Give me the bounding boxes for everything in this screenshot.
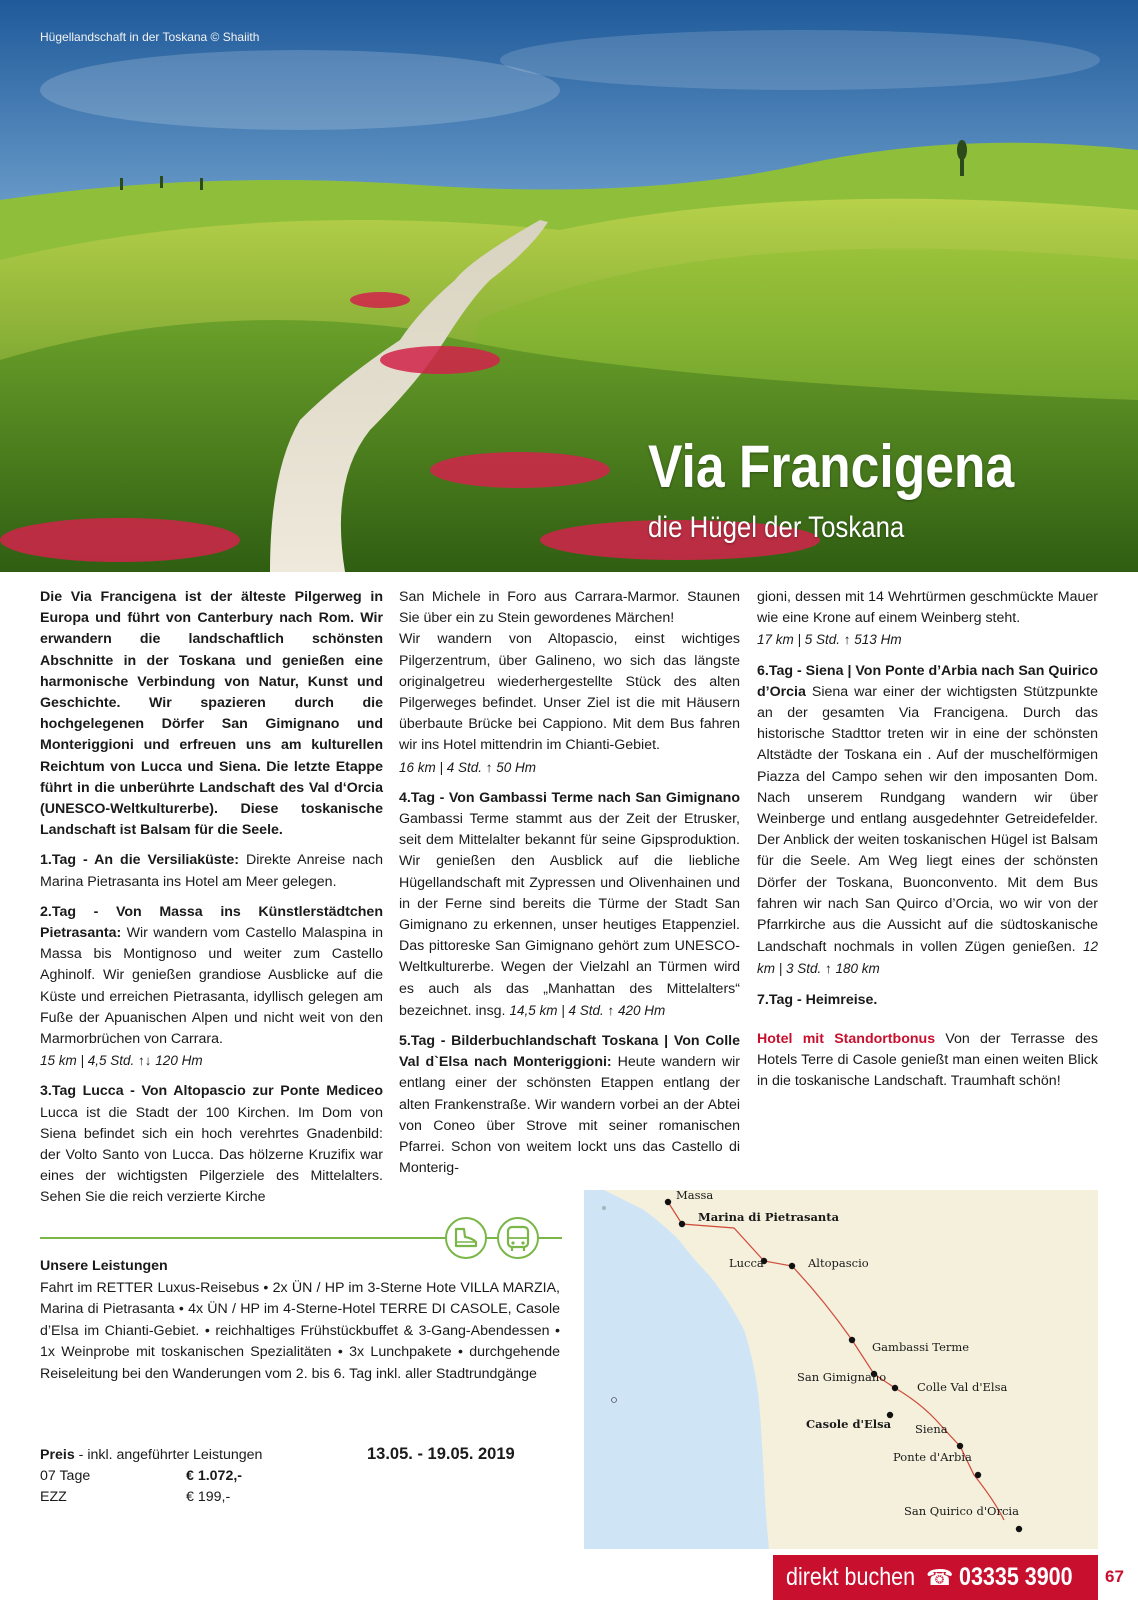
hotel-paragraph xyxy=(757,1029,1098,1093)
day5-continued xyxy=(757,587,1098,652)
map-label: San Gimignano xyxy=(797,1370,887,1384)
day4-text: Gambassi Terme stammt aus der Zeit der Etrusker, seit dem Mittelalter bekannt für seine Gipsproduktion. Wir genießen den Ausblick auf die liebliche Hügellandschaft mit Zypressen und Olivenhainen und in der Ferne sind bereits die Türme der Stadt San Gimignano zu erkennen, unser heutiges Etappenziel. Das pittoreske San Gimignano gehört zum UNESCO-Weltkulturerbe. Wegen der Vielzahl an Türmen wird es auch als das „Manhattan des Mittelalters“ bezeichnet. xyxy=(399,811,740,1019)
day6-title: 6.Tag - Siena | Von Ponte d’Arbia nach San Quirico d’Orcia xyxy=(757,662,1098,700)
page-number: 67 xyxy=(1105,1567,1124,1586)
travel-dates: 13.05. - 19.05. 2019 xyxy=(367,1445,515,1463)
map-dot-altopascio xyxy=(789,1263,795,1269)
day4-title: 4.Tag - Von Gambassi Terme nach San Gimignano xyxy=(399,789,740,806)
map-label: Altopascio xyxy=(808,1256,869,1270)
day7-title: 7.Tag - Heimreise. xyxy=(757,991,878,1008)
map-label: Massa xyxy=(676,1188,714,1202)
day4-paragraph xyxy=(399,788,740,1022)
day3-continued-text: Wir wandern von Altopascio, einst wichtiges Pilgerzentrum, über Galineno, wo sich das längste originalgetreu wiederhergestellte Stück des alten Pilgerweges befindet. Unser Ziel ist die mit Häusern überbaute Brücke bei Cappiono. Mit dem Bus fahren wir ins Hotel mittendrin im Chianti-Gebiet. xyxy=(399,631,740,754)
day5-title: 5.Tag - Bilderbuchlandschaft Toskana | Von Colle Val d`Elsa nach Monteriggioni: xyxy=(399,1033,740,1071)
day1-paragraph xyxy=(40,850,383,892)
route-map xyxy=(584,1190,1098,1549)
day3-text: Lucca ist die Stadt der 100 Kirchen. Im Dom von Siena befindet sich ein hoch verehrtes Gnadenbild: der Volto Santo von Lucca. Das hölzerne Kruzifix war eines der wichtigsten Pilgerziele des Mittelalters. Sehen Sie die reich verzierte Kirche xyxy=(40,1104,383,1206)
day1-title: 1.Tag - An die Versiliaküste: xyxy=(40,852,240,869)
map-dot-siena xyxy=(957,1443,963,1449)
price-row xyxy=(40,1487,320,1508)
price-row-name: EZZ xyxy=(40,1489,67,1505)
day5-paragraph xyxy=(399,1031,740,1179)
price-row xyxy=(40,1466,320,1487)
page-subtitle: die Hügel der Toskana xyxy=(648,511,905,544)
map-dot-massa xyxy=(665,1199,671,1205)
hotel-text: Von der Terrasse des Hotels Terre di Casole genießt man einen weiten Blick in die toskanische Landschaft. Traumhaft schön! xyxy=(757,1030,1098,1090)
day3-meta: 16 km | 4 Std. ↑ 50 Hm xyxy=(399,759,537,775)
day2-text: Wir wandern vom Castello Malaspina in Massa bis Montignoso und weiter zum Castello Aghinolf. Wir genießen grandiose Ausblicke auf die Küste und erreichen Pietrasanta, idyllisch gelegen am Fuße der Apuanischen Alpen und nicht weit von den Marmorbrüchen von Carrara. xyxy=(40,925,383,1048)
map-dot-colle xyxy=(892,1385,898,1391)
text-column-3 xyxy=(757,587,1098,1101)
map-label: Marina di Pietrasanta xyxy=(698,1210,840,1224)
day3-continued-2 xyxy=(399,629,740,778)
day2-paragraph xyxy=(40,902,383,1073)
booking-bar[interactable] xyxy=(773,1555,1098,1600)
day4-meta-prefix: insg. xyxy=(475,1002,506,1019)
day4-meta: 14,5 km | 4 Std. ↑ 420 Hm xyxy=(509,1002,666,1018)
hiking-shoe-icon xyxy=(445,1217,487,1259)
services-title: Unsere Leistungen xyxy=(40,1258,168,1274)
map-label: Gambassi Terme xyxy=(872,1340,970,1354)
price-row-value: € 1.072,- xyxy=(186,1468,243,1484)
day6-meta: 12 km | 3 Std. ↑ 180 km xyxy=(757,939,1098,977)
price-row-value: € 199,- xyxy=(186,1489,231,1505)
price-heading xyxy=(40,1445,320,1466)
map-label: Ponte d'Arbia xyxy=(893,1450,972,1464)
price-label: Preis xyxy=(40,1447,75,1463)
map-dot-san-quirico xyxy=(1016,1526,1022,1532)
map-label: Colle Val d'Elsa xyxy=(917,1380,1008,1394)
map-label: Siena xyxy=(915,1422,948,1436)
services-section xyxy=(40,1256,560,1385)
map-dot-marina xyxy=(679,1221,685,1227)
day5-meta: 17 km | 5 Std. ↑ 513 Hm xyxy=(757,632,902,648)
hero-image xyxy=(0,0,1138,572)
map-dot-ponte xyxy=(975,1472,981,1478)
day3-paragraph xyxy=(40,1081,383,1208)
day2-meta: 15 km | 4,5 Std. ↑↓ 120 Hm xyxy=(40,1053,203,1069)
map-dot-gambassi xyxy=(849,1337,855,1343)
price-section xyxy=(40,1445,320,1508)
day3-continued: San Michele in Foro aus Carrara-Marmor. Staunen Sie über ein zu Stein gewordenes Märchen! xyxy=(399,589,740,627)
day2-title: 2.Tag - Von Massa ins Künstlerstädtchen Pietrasanta: xyxy=(40,903,383,942)
map-label: Casole d'Elsa xyxy=(806,1417,892,1431)
booking-phone[interactable]: 03335 3900 xyxy=(959,1563,1074,1591)
price-row-name: 07 Tage xyxy=(40,1468,91,1484)
intro-paragraph: Die Via Francigena ist der älteste Pilgerweg in Europa und führt von Canterbury nach Rom. Wir erwandern die landschaftlich schönsten Abschnitte in der Toskana und genießen eine harmonische Verbindung von Natur, Kunst und Geschichte. Wir spazieren durch die hochgelegenen Dörfer San Gimignano und Monteriggioni und erfreuen uns am kulturellen Reichtum von Lucca und Siena. Die letzte Etappe führt in die unberührte Landschaft des Val d‘Orcia (UNESCO-Weltkulturerbe). Diese toskanische Landschaft ist Balsam für die Seele. xyxy=(40,589,383,839)
text-column-1 xyxy=(40,587,383,1218)
map-label: Lucca xyxy=(729,1256,764,1270)
services-text: Fahrt im RETTER Luxus-Reisebus • 2x ÜN / HP im 3-Sterne Hote VILLA MARZIA, Marina di Pietrasanta • 4x ÜN / HP im 4-Sterne-Hotel TERRE DI CASOLE, Casole d’Elsa im Chianti-Gebiet. • reichhaltiges Frühstückbuffet & 3-Gang-Abendessen • 1x Weinprobe mit toskanischen Spezialitäten • 3x Lunchpakete • durchgehende Reiseleitung bei den Wanderungen vom 2. bis 6. Tag inkl. aller Stadtrundgänge xyxy=(40,1279,560,1382)
day6-text: Siena war einer der wichtigsten Stützpunkte an der gesamten Via Francigena. Durch das historische Stadttor treten wir in eine der schönsten Altstädte der Toskana ein . Auf der muschelförmigen Piazza del Campo sehen wir den imposanten Dom. Nach unserem Rundgang wandern wir über Weinberge und entlang ausgedehnter Getreidefelder. Der Anblick der weiten toskanischen Hügel ist Balsam für die Seele. Am Weg liegt eines der schönsten Dörfer der Toskana, Buonconvento. Mit dem Bus fahren wir nach San Quirco d’Orcia, wo wir von der Pfarrkirche aus die Aussicht auf die südtoskanische Landschaft nochmals in vollen Zügen genießen. xyxy=(757,683,1098,956)
map-island xyxy=(602,1206,606,1210)
hotel-title: Hotel mit Standortbonus xyxy=(757,1030,936,1047)
map-label: San Quirico d'Orcia xyxy=(904,1504,1019,1518)
bus-icon xyxy=(497,1217,539,1259)
day6-paragraph xyxy=(757,661,1098,981)
photo-credit: Hügellandschaft in der Toskana © Shaiith xyxy=(40,30,260,44)
text-column-2 xyxy=(399,587,740,1188)
price-label-suffix: - inkl. angeführter Leistungen xyxy=(74,1447,263,1463)
day5-continued-text: gioni, dessen mit 14 Wehrtürmen geschmückte Mauer wie eine Krone auf einem Weinberg steht. xyxy=(757,589,1098,627)
day1-text: Direkte Anreise nach Marina Pietrasanta ins Hotel am Meer gelegen. xyxy=(40,852,383,890)
page-title: Via Francigena xyxy=(648,433,1015,500)
day3-title: 3.Tag Lucca - Von Altopascio zur Ponte Mediceo xyxy=(40,1083,383,1100)
phone-icon: ☎ xyxy=(926,1564,954,1590)
booking-label[interactable]: direkt buchen xyxy=(786,1563,916,1591)
day5-text: Heute wandern wir entlang einer der schönsten Etappen entlang der alten Frankenstraße. Wir wandern vorbei an der Abtei von Coneo über Strove mit seiner romanischen Pfarrei. Schon von weitem lockt uns das Castello di Monterig- xyxy=(399,1054,741,1177)
